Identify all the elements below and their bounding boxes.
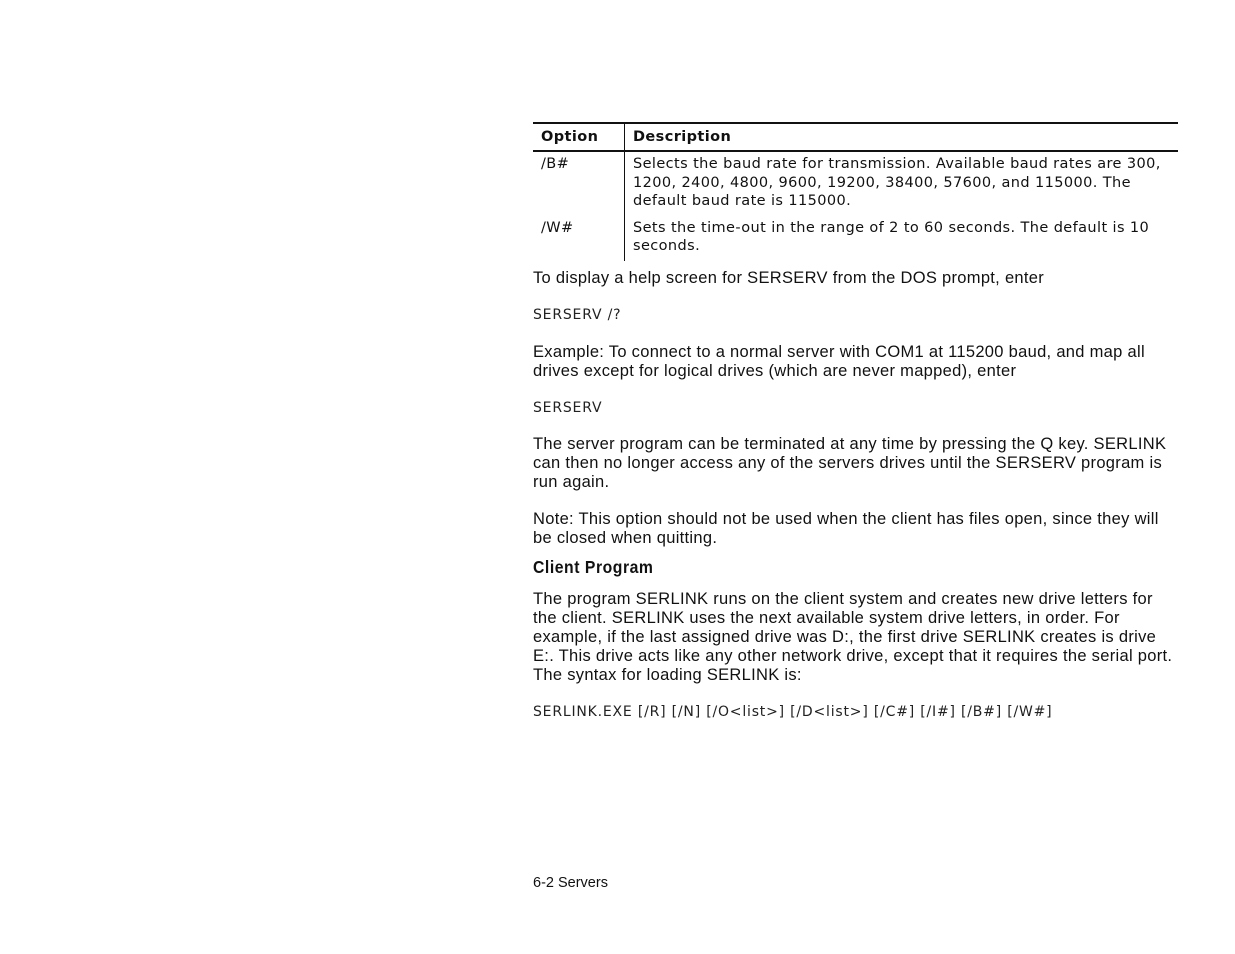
description-cell: Sets the time-out in the range of 2 to 60 seconds. The default is 10 seconds. [633, 219, 1150, 254]
example-command: SERSERV [533, 399, 603, 416]
page-footer: 6-2 Servers [533, 875, 608, 891]
help-paragraph: To display a help screen for SERSERV from the DOS prompt, enter [533, 268, 1045, 287]
document-content [533, 122, 1179, 720]
option-cell: /B# [533, 151, 625, 216]
table-header-row [533, 123, 1178, 151]
example-paragraph: Example: To connect to a normal server with COM1 at 115200 baud, and map all drives except for logical drives (which are never mapped), enter [533, 342, 1145, 380]
note-paragraph: Note: This option should not be used when the client has files open, since they will be closed when quitting. [533, 509, 1159, 547]
option-cell: /W# [533, 216, 625, 261]
options-table [533, 122, 1178, 261]
terminate-paragraph: The server program can be terminated at any time by pressing the Q key. SERLINK can then no longer access any of the servers drives until the SERSERV program is run again. [533, 434, 1167, 491]
table-row [533, 151, 1178, 216]
client-paragraph: The program SERLINK runs on the client system and creates new drive letters for the client. SERLINK uses the next available system drive letters, in order. For example, if the last assigned drive was D:, the first drive SERLINK creates is drive E:. This drive acts like any other network drive, except that it requires the serial port. The syntax for loading SERLINK is: [533, 589, 1173, 684]
table-row [533, 216, 1178, 261]
description-cell: Selects the baud rate for transmission. Available baud rates are 300, 1200, 2400, 4800, 9600, 19200, 38400, 57600, and 115000. The default baud rate is 115000. [633, 156, 1161, 209]
description-column-header: Description [625, 123, 1179, 151]
client-program-heading: Client Program [533, 556, 654, 577]
help-command: SERSERV /? [533, 306, 622, 323]
serlink-command: SERLINK.EXE [/R] [/N] [/O<list>] [/D<list>] [/C#] [/I#] [/B#] [/W#] [533, 703, 1053, 720]
option-column-header: Option [533, 123, 625, 151]
